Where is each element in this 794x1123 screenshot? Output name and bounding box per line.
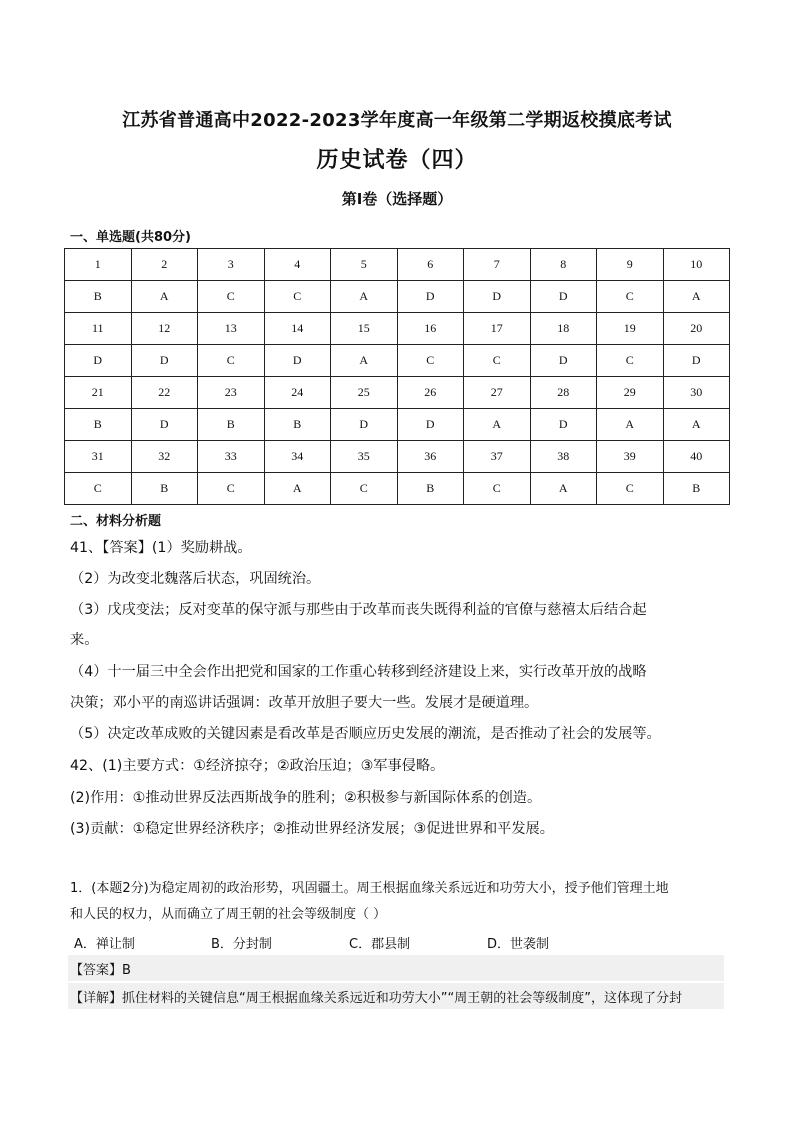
answer-line: 决策；邓小平的南巡讲话强调：改革开放胆子要大一些。发展才是硬道理。 — [70, 695, 539, 711]
answer-cell: D — [264, 345, 331, 377]
answer-cell: A — [331, 345, 398, 377]
question-number-cell: 15 — [331, 313, 398, 345]
question-number-cell: 14 — [264, 313, 331, 345]
answer-line: （5）决定改革成败的关键因素是看改革是否顺应历史发展的潮流，是否推动了社会的发展等。 — [70, 726, 661, 742]
answer-line: （3）戊戌变法；反对变革的保守派与那些由于改革而丧失既得利益的官僚与慈禧太后结合起 — [70, 602, 647, 618]
answer-cell: A — [464, 409, 531, 441]
question-number-cell: 27 — [464, 377, 531, 409]
answer-cell: D — [464, 281, 531, 313]
option-b: B．分封制 — [211, 937, 272, 952]
question-number-cell: 34 — [264, 441, 331, 473]
section2-heading: 二、材料分析题 — [70, 514, 162, 529]
answer-cell: A — [597, 409, 664, 441]
detail-text: 【详解】抓住材料的关键信息“周王根据血缘关系远近和功劳大小”“周王朝的社会等级制度”，这体现了分封 — [70, 991, 682, 1006]
answer-cell: D — [397, 281, 464, 313]
answer-row — [65, 473, 730, 505]
answer-cell: D — [331, 409, 398, 441]
exam-title: 江苏省普通高中2022-2023学年度高一年级第二学期返校摸底考试 — [122, 110, 672, 131]
answer-cell: D — [530, 281, 597, 313]
answer-cell: B — [264, 409, 331, 441]
question-number-cell: 29 — [597, 377, 664, 409]
question-number-cell: 39 — [597, 441, 664, 473]
question-number-cell: 13 — [198, 313, 265, 345]
answer-line: 41、【答案】(1）奖励耕战。 — [70, 540, 252, 556]
answer-cell: C — [198, 345, 265, 377]
answer-cell: C — [331, 473, 398, 505]
answer-row — [65, 281, 730, 313]
answer-line: （2）为改变北魏落后状态，巩固统治。 — [70, 571, 321, 587]
answer-cell: C — [264, 281, 331, 313]
question-number-cell: 4 — [264, 249, 331, 281]
answer-row — [65, 345, 730, 377]
answer-line: （4）十一届三中全会作出把党和国家的工作重心转移到经济建设上来，实行改革开放的战略 — [70, 664, 647, 680]
question-number-cell: 18 — [530, 313, 597, 345]
question-number-cell: 40 — [663, 441, 730, 473]
option-d: D．世袭制 — [487, 937, 550, 952]
question-number-cell: 22 — [131, 377, 198, 409]
question-number-cell: 33 — [198, 441, 265, 473]
question-number-cell: 11 — [65, 313, 132, 345]
answer-cell: A — [530, 473, 597, 505]
question-number-row — [65, 441, 730, 473]
question-stem: 1．(本题2分)为稳定周初的政治形势，巩固疆土。周王根据血缘关系远近和功劳大小，授予他们管理土地 — [70, 881, 669, 896]
answer-cell: A — [264, 473, 331, 505]
question-number-row — [65, 249, 730, 281]
question-number-cell: 35 — [331, 441, 398, 473]
answer-cell: D — [663, 345, 730, 377]
answer-cell: C — [597, 473, 664, 505]
answer-row — [65, 409, 730, 441]
question-number-cell: 21 — [65, 377, 132, 409]
question-number-row — [65, 313, 730, 345]
question-number-cell: 36 — [397, 441, 464, 473]
question-number-cell: 1 — [65, 249, 132, 281]
question-number-cell: 19 — [597, 313, 664, 345]
question-stem: 和人民的权力，从而确立了周王朝的社会等级制度（ ） — [70, 907, 387, 922]
question-number-cell: 26 — [397, 377, 464, 409]
question-number-cell: 38 — [530, 441, 597, 473]
volume-heading: 第Ⅰ卷（选择题） — [341, 190, 453, 208]
answer-cell: A — [663, 409, 730, 441]
question-number-cell: 2 — [131, 249, 198, 281]
question-number-cell: 7 — [464, 249, 531, 281]
answer-cell: C — [198, 281, 265, 313]
question-number-cell: 17 — [464, 313, 531, 345]
answer-cell: C — [397, 345, 464, 377]
answer-cell: D — [530, 345, 597, 377]
answer-line: 42、(1)主要方式：①经济掠夺；②政治压迫；③军事侵略。 — [70, 758, 445, 774]
question-number-cell: 37 — [464, 441, 531, 473]
answer-table — [64, 248, 730, 505]
answer-cell: C — [597, 345, 664, 377]
question-number-cell: 5 — [331, 249, 398, 281]
answer-cell: B — [65, 409, 132, 441]
answer-line: (3)贡献：①稳定世界经济秩序；②推动世界经济发展；③促进世界和平发展。 — [70, 821, 554, 837]
question-number-cell: 31 — [65, 441, 132, 473]
paper-subtitle: 历史试卷（四） — [316, 148, 478, 173]
question-number-row — [65, 377, 730, 409]
answer-cell: C — [464, 473, 531, 505]
answer-line: (2)作用：①推动世界反法西斯战争的胜利；②积极参与新国际体系的创造。 — [70, 790, 542, 806]
answer-cell: C — [597, 281, 664, 313]
question-number-cell: 16 — [397, 313, 464, 345]
answer-cell: D — [131, 345, 198, 377]
answer-cell: B — [397, 473, 464, 505]
question-number-cell: 25 — [331, 377, 398, 409]
answer-cell: A — [331, 281, 398, 313]
question-number-cell: 10 — [663, 249, 730, 281]
option-a: A．禅让制 — [74, 937, 135, 952]
option-c: C．郡县制 — [349, 937, 411, 952]
answer-cell: D — [397, 409, 464, 441]
question-number-cell: 12 — [131, 313, 198, 345]
question-number-cell: 30 — [663, 377, 730, 409]
question-number-cell: 9 — [597, 249, 664, 281]
question-number-cell: 3 — [198, 249, 265, 281]
answer-cell: D — [530, 409, 597, 441]
detail-box — [68, 983, 724, 1009]
question-number-cell: 20 — [663, 313, 730, 345]
answer-cell: A — [131, 281, 198, 313]
answer-cell: B — [198, 409, 265, 441]
question-number-cell: 6 — [397, 249, 464, 281]
question-number-cell: 23 — [198, 377, 265, 409]
section1-heading: 一、单选题(共80分) — [70, 230, 191, 245]
answer-cell: B — [131, 473, 198, 505]
answer-cell: C — [464, 345, 531, 377]
answer-cell: A — [663, 281, 730, 313]
answer-cell: C — [198, 473, 265, 505]
question-number-cell: 32 — [131, 441, 198, 473]
answer-line: 来。 — [70, 632, 99, 648]
answer-box — [68, 955, 724, 981]
question-number-cell: 28 — [530, 377, 597, 409]
answer-cell: D — [131, 409, 198, 441]
answer-cell: C — [65, 473, 132, 505]
answer-text: 【答案】B — [70, 963, 131, 978]
answer-cell: B — [65, 281, 132, 313]
question-number-cell: 8 — [530, 249, 597, 281]
answer-cell: D — [65, 345, 132, 377]
question-number-cell: 24 — [264, 377, 331, 409]
answer-cell: B — [663, 473, 730, 505]
